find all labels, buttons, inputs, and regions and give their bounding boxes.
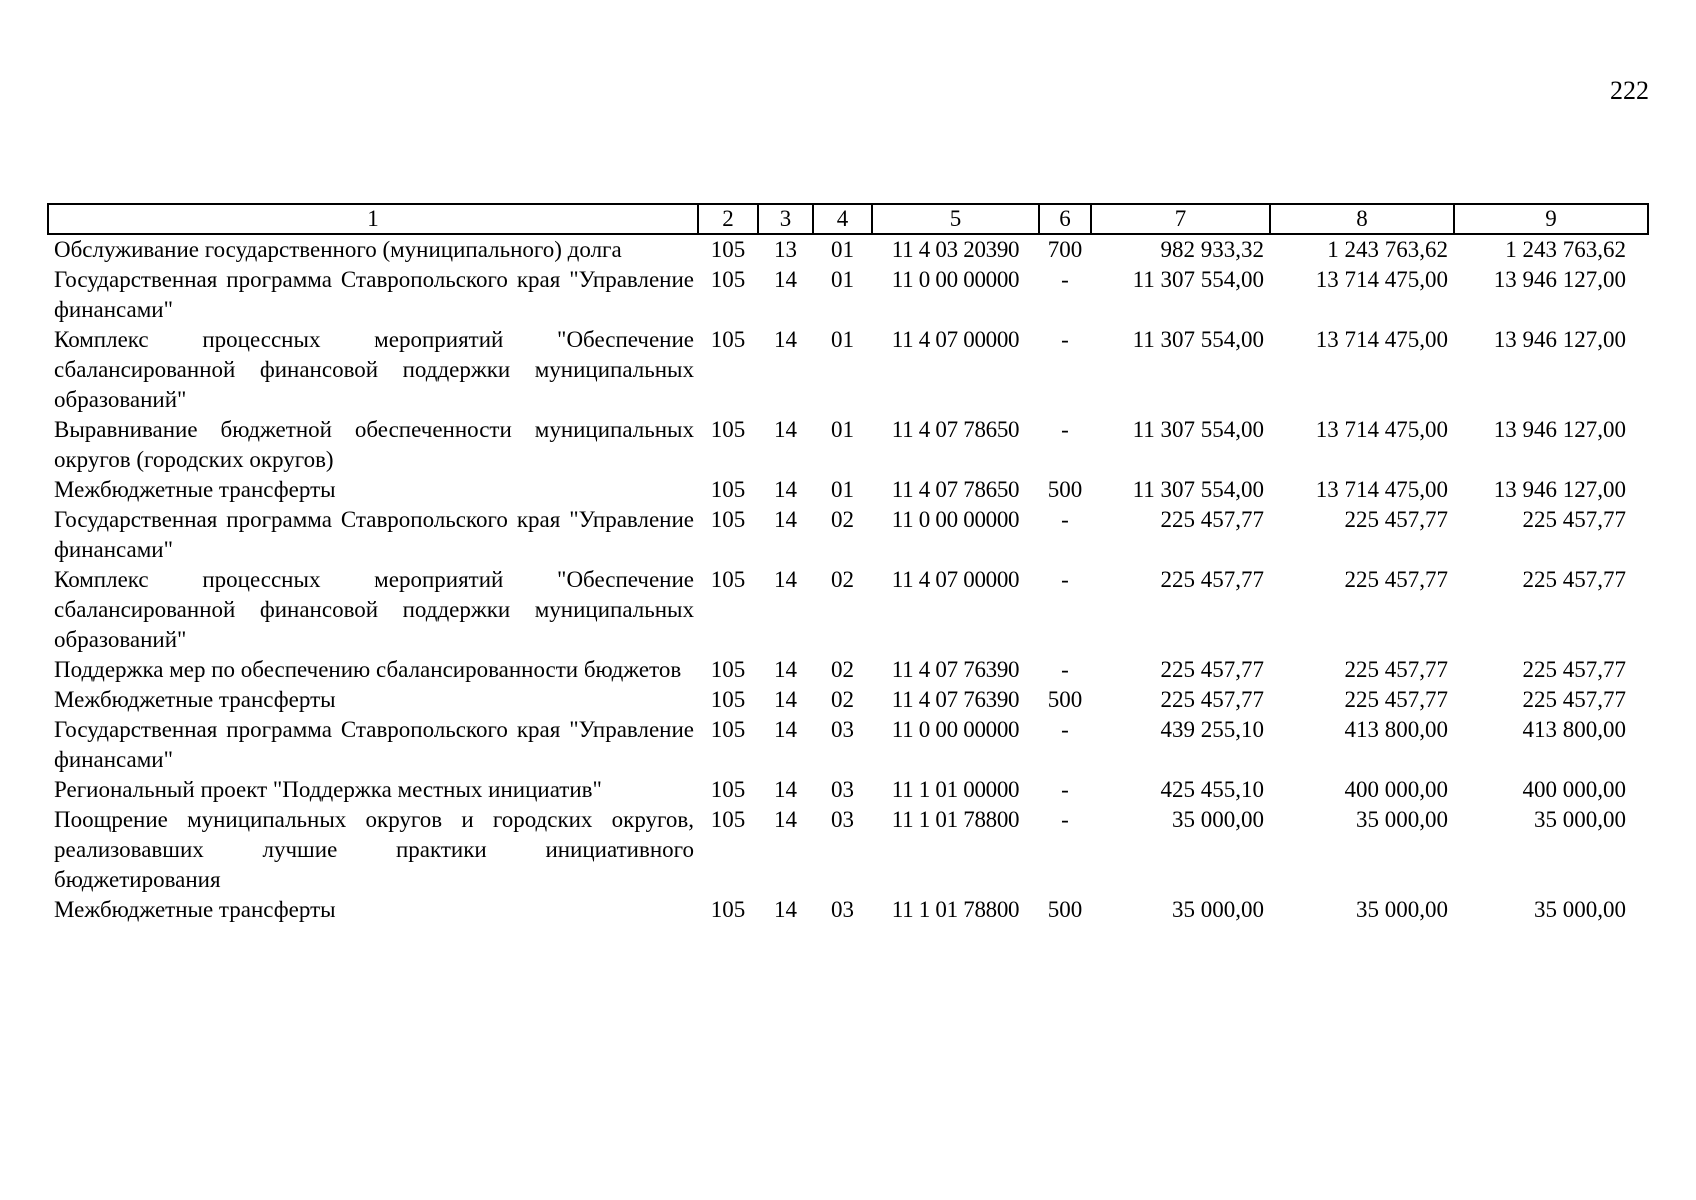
subsection-code: 02 [831, 507, 854, 532]
amount-col-8: 225 457,77 [1344, 657, 1448, 682]
section-code: 14 [774, 717, 797, 742]
expense-type-code: - [1061, 717, 1069, 742]
amount-col-9: 225 457,77 [1522, 567, 1626, 592]
column-header-9: 9 [1454, 204, 1648, 234]
subsection-code: 01 [831, 417, 854, 442]
item-name: Обслуживание государственного (муниципального) долга [54, 237, 622, 262]
expense-type-code: - [1061, 657, 1069, 682]
subsection-code: 01 [831, 327, 854, 352]
table-row [48, 265, 1648, 325]
table-row [48, 805, 1648, 895]
table-body [48, 234, 1648, 925]
expense-type-code: - [1061, 567, 1069, 592]
amount-col-7: 225 457,77 [1160, 567, 1264, 592]
table-row [48, 565, 1648, 655]
expense-type-code: 500 [1047, 897, 1083, 922]
subsection-code: 03 [831, 717, 854, 742]
amount-col-9: 225 457,77 [1522, 657, 1626, 682]
amount-col-7: 425 455,10 [1160, 777, 1264, 802]
item-name: Поддержка мер по обеспечению сбалансированности бюджетов [54, 657, 682, 682]
section-code: 14 [774, 657, 797, 682]
item-name: Государственная программа Ставропольского края "Управление финансами" [54, 717, 694, 772]
target-article-code: 11 4 07 78650 [891, 477, 1020, 502]
section-code: 14 [774, 267, 797, 292]
target-article-code: 11 1 01 00000 [891, 777, 1020, 802]
table-row [48, 895, 1648, 925]
section-code: 14 [774, 477, 797, 502]
ministry-code: 105 [710, 657, 746, 682]
section-code: 14 [774, 807, 797, 832]
target-article-code: 11 4 03 20390 [891, 237, 1020, 262]
page-number: 222 [1610, 76, 1649, 105]
item-name: Государственная программа Ставропольского края "Управление финансами" [54, 267, 694, 322]
amount-col-7: 11 307 554,00 [1132, 417, 1264, 442]
table-row [48, 415, 1648, 475]
amount-col-8: 1 243 763,62 [1327, 237, 1448, 262]
amount-col-8: 13 714 475,00 [1315, 327, 1448, 352]
subsection-code: 01 [831, 477, 854, 502]
header-row [48, 204, 1648, 234]
target-article-code: 11 4 07 76390 [891, 687, 1020, 712]
amount-col-7: 225 457,77 [1160, 507, 1264, 532]
expense-type-code: - [1061, 327, 1069, 352]
table-row [48, 325, 1648, 415]
amount-col-7: 225 457,77 [1160, 657, 1264, 682]
expense-type-code: - [1061, 417, 1069, 442]
ministry-code: 105 [710, 687, 746, 712]
section-code: 13 [774, 237, 797, 262]
amount-col-9: 13 946 127,00 [1493, 417, 1626, 442]
subsection-code: 02 [831, 567, 854, 592]
target-article-code: 11 1 01 78800 [891, 807, 1020, 832]
expense-type-code: - [1061, 807, 1069, 832]
amount-col-8: 225 457,77 [1344, 567, 1448, 592]
column-header-6: 6 [1039, 204, 1091, 234]
item-name: Межбюджетные трансферты [54, 477, 336, 502]
target-article-code: 11 1 01 78800 [891, 897, 1020, 922]
budget-table [47, 203, 1649, 925]
section-code: 14 [774, 507, 797, 532]
ministry-code: 105 [710, 897, 746, 922]
expense-type-code: 700 [1047, 237, 1083, 262]
column-header-3: 3 [758, 204, 813, 234]
expense-type-code: - [1061, 507, 1069, 532]
item-name: Межбюджетные трансферты [54, 897, 336, 922]
section-code: 14 [774, 567, 797, 592]
section-code: 14 [774, 327, 797, 352]
column-header-4: 4 [813, 204, 872, 234]
section-code: 14 [774, 687, 797, 712]
target-article-code: 11 4 07 78650 [891, 417, 1020, 442]
table-row [48, 775, 1648, 805]
amount-col-8: 13 714 475,00 [1315, 477, 1448, 502]
amount-col-8: 225 457,77 [1344, 507, 1448, 532]
amount-col-7: 11 307 554,00 [1132, 327, 1264, 352]
subsection-code: 03 [831, 897, 854, 922]
target-article-code: 11 4 07 00000 [891, 327, 1020, 352]
ministry-code: 105 [710, 567, 746, 592]
table-row [48, 475, 1648, 505]
expense-type-code: - [1061, 267, 1069, 292]
amount-col-8: 13 714 475,00 [1315, 417, 1448, 442]
amount-col-7: 11 307 554,00 [1132, 477, 1264, 502]
table-row [48, 234, 1648, 265]
ministry-code: 105 [710, 717, 746, 742]
column-header-2: 2 [698, 204, 758, 234]
item-name: Поощрение муниципальных округов и городских округов, реализовавших лучшие практики инициативного бюджетирования [54, 807, 694, 892]
item-name: Государственная программа Ставропольского края "Управление финансами" [54, 507, 694, 562]
amount-col-8: 400 000,00 [1344, 777, 1448, 802]
item-name: Выравнивание бюджетной обеспеченности муниципальных округов (городских округов) [54, 417, 694, 472]
amount-col-7: 35 000,00 [1172, 897, 1264, 922]
subsection-code: 01 [831, 237, 854, 262]
ministry-code: 105 [710, 237, 746, 262]
amount-col-9: 225 457,77 [1522, 687, 1626, 712]
expense-type-code: 500 [1047, 687, 1083, 712]
table-row [48, 505, 1648, 565]
amount-col-8: 35 000,00 [1356, 897, 1448, 922]
column-header-8: 8 [1270, 204, 1454, 234]
section-code: 14 [774, 897, 797, 922]
amount-col-7: 225 457,77 [1160, 687, 1264, 712]
amount-col-7: 439 255,10 [1160, 717, 1264, 742]
item-name: Региональный проект "Поддержка местных инициатив" [54, 777, 602, 802]
amount-col-7: 35 000,00 [1172, 807, 1264, 832]
amount-col-9: 400 000,00 [1522, 777, 1626, 802]
table-header [48, 204, 1648, 234]
target-article-code: 11 0 00 00000 [891, 267, 1020, 292]
item-name: Межбюджетные трансферты [54, 687, 336, 712]
ministry-code: 105 [710, 267, 746, 292]
column-header-5: 5 [872, 204, 1039, 234]
subsection-code: 03 [831, 807, 854, 832]
amount-col-7: 982 933,32 [1160, 237, 1264, 262]
table-row [48, 715, 1648, 775]
ministry-code: 105 [710, 417, 746, 442]
amount-col-9: 1 243 763,62 [1505, 237, 1626, 262]
table-row [48, 655, 1648, 685]
section-code: 14 [774, 777, 797, 802]
amount-col-9: 413 800,00 [1522, 717, 1626, 742]
amount-col-9: 35 000,00 [1534, 897, 1626, 922]
amount-col-8: 13 714 475,00 [1315, 267, 1448, 292]
ministry-code: 105 [710, 807, 746, 832]
ministry-code: 105 [710, 507, 746, 532]
amount-col-9: 13 946 127,00 [1493, 327, 1626, 352]
amount-col-8: 225 457,77 [1344, 687, 1448, 712]
column-header-7: 7 [1091, 204, 1270, 234]
item-name: Комплекс процессных мероприятий "Обеспечение сбалансированной финансовой поддержки муниципальных образований" [54, 327, 694, 412]
target-article-code: 11 4 07 00000 [891, 567, 1020, 592]
amount-col-8: 35 000,00 [1356, 807, 1448, 832]
subsection-code: 02 [831, 657, 854, 682]
table-row [48, 685, 1648, 715]
amount-col-8: 413 800,00 [1344, 717, 1448, 742]
item-name: Комплекс процессных мероприятий "Обеспечение сбалансированной финансовой поддержки муниципальных образований" [54, 567, 694, 652]
ministry-code: 105 [710, 777, 746, 802]
target-article-code: 11 0 00 00000 [891, 717, 1020, 742]
section-code: 14 [774, 417, 797, 442]
expense-type-code: 500 [1047, 477, 1083, 502]
ministry-code: 105 [710, 477, 746, 502]
target-article-code: 11 0 00 00000 [891, 507, 1020, 532]
amount-col-9: 13 946 127,00 [1493, 267, 1626, 292]
target-article-code: 11 4 07 76390 [891, 657, 1020, 682]
amount-col-9: 13 946 127,00 [1493, 477, 1626, 502]
subsection-code: 01 [831, 267, 854, 292]
amount-col-7: 11 307 554,00 [1132, 267, 1264, 292]
subsection-code: 03 [831, 777, 854, 802]
amount-col-9: 35 000,00 [1534, 807, 1626, 832]
amount-col-9: 225 457,77 [1522, 507, 1626, 532]
subsection-code: 02 [831, 687, 854, 712]
expense-type-code: - [1061, 777, 1069, 802]
ministry-code: 105 [710, 327, 746, 352]
column-header-1: 1 [48, 204, 698, 234]
